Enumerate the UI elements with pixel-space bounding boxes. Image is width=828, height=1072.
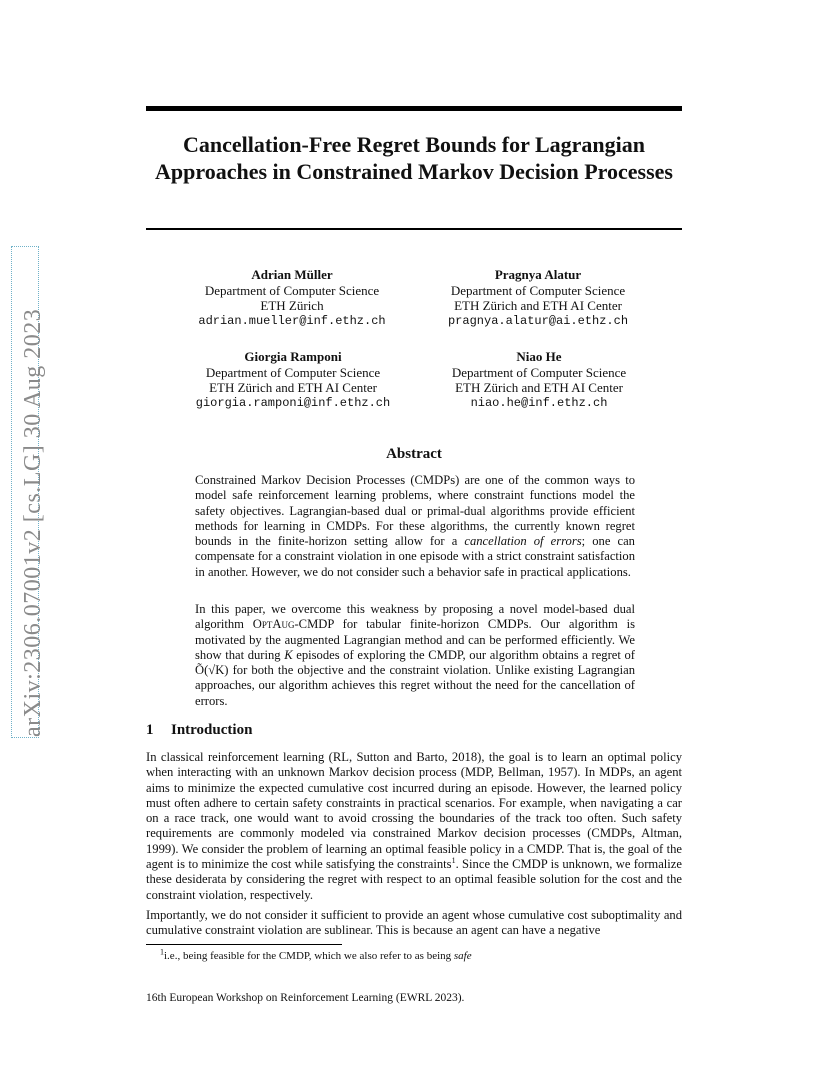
- author-block-1: [172, 267, 412, 329]
- section-heading: [146, 722, 252, 739]
- intro-paragraph-2: [146, 908, 682, 939]
- paper-title: Cancellation-Free Regret Bounds for Lagrangian Approaches in Constrained Markov Decision Processes: [154, 132, 673, 184]
- author-email: pragnya.alatur@ai.ethz.ch: [447, 313, 629, 328]
- author-block-4: [419, 349, 659, 411]
- body-text: Importantly, we do not consider it sufficient to provide an agent whose cumulative cost suboptimality and cumulative constraint violation are sublinear. This is because an agent can have a negative: [146, 908, 682, 938]
- abstract-text: episodes of exploring the CMDP, our algorithm obtains a regret of: [292, 647, 635, 662]
- author-email: giorgia.ramponi@inf.ethz.ch: [195, 395, 391, 410]
- abstract-paragraph-2: [195, 602, 635, 709]
- author-inst: ETH Zürich: [260, 298, 324, 313]
- footnote: [160, 947, 680, 962]
- author-name: Adrian Müller: [251, 267, 333, 282]
- author-name: Giorgia Ramponi: [244, 349, 342, 364]
- abstract-text: -CMDP for tabular finite-horizon CMDPs. Our algorithm is motivated by the augmented Lagrangian method and can be performed efficiently. We show that during: [195, 617, 635, 662]
- footnote-text: i.e., being feasible for the CMDP, which we also refer to as being: [164, 950, 454, 962]
- author-dept: Department of Computer Science: [204, 282, 380, 298]
- author-dept: Department of Computer Science: [451, 364, 627, 380]
- abstract-paragraph-1: [195, 473, 635, 580]
- abstract-text: ; one can compensate for a constraint violation in one episode with a strict constraint satisfaction in another. However, we do not consider such a behavior safe in practical applications.: [195, 534, 635, 579]
- author-email: adrian.mueller@inf.ethz.ch: [198, 313, 386, 328]
- author-name: Pragnya Alatur: [494, 267, 582, 282]
- author-name: Niao He: [516, 349, 562, 364]
- author-inst: ETH Zürich and ETH AI Center: [455, 380, 623, 395]
- section-title: Introduction: [171, 722, 253, 738]
- math-regret: Õ(√K): [195, 663, 229, 678]
- abstract-text: In this paper, we overcome this weakness by proposing a novel model-based dual algorithm: [195, 602, 635, 632]
- algorithm-name: OptAug: [252, 617, 295, 632]
- math-k: K: [284, 647, 293, 662]
- author-email: niao.he@inf.ethz.ch: [470, 395, 608, 410]
- author-dept: Department of Computer Science: [205, 364, 381, 380]
- intro-paragraph-1: [146, 750, 682, 903]
- author-dept: Department of Computer Science: [450, 282, 626, 298]
- footnote-mark: 1: [160, 947, 164, 957]
- abstract-text: for both the objective and the constraint violation. Unlike existing Lagrangian approaches, our algorithm achieves this regret without the need for the cancellation of errors.: [195, 663, 635, 708]
- section-number: 1: [146, 722, 154, 738]
- title-top-rule: [146, 106, 682, 111]
- author-block-3: [173, 349, 413, 411]
- author-block-2: [418, 267, 658, 329]
- author-inst: ETH Zürich and ETH AI Center: [454, 298, 622, 313]
- title-bottom-rule: [146, 228, 682, 230]
- abstract-emphasis: cancellation of errors: [464, 534, 582, 549]
- author-inst: ETH Zürich and ETH AI Center: [209, 380, 377, 395]
- abstract-heading: Abstract: [386, 446, 442, 462]
- footnote-emphasis: safe: [453, 950, 472, 962]
- body-text: . Since the CMDP is unknown, we formalize these desiderata by considering the regret with respect to an optimal feasible solution for the cost and the constraint violation, respectively.: [146, 857, 682, 902]
- page-footer: 16th European Workshop on Reinforcement Learning (EWRL 2023).: [146, 992, 465, 1004]
- abstract-text: Constrained Markov Decision Processes (CMDPs) are one of the common ways to model safe reinforcement learning problems, where constraint functions model the safety objectives. Lagrangian-based dual or primal-dual algorithms provide efficient methods for learning in CMDPs. For these algorithms, the currently known regret bounds in the finite-horizon setting allow for a: [195, 473, 635, 549]
- footnote-ref[interactable]: 1: [451, 855, 456, 865]
- arxiv-sidebar: [0, 0, 46, 737]
- body-text: In classical reinforcement learning (RL, Sutton and Barto, 2018), the goal is to learn an optimal policy when interacting with an unknown Markov decision process (MDP, Bellman, 1957). In MDPs, an agent aims to minimize the expected cumulative cost incurred during an episode. However, the learned policy must often adhere to certain safety constraints in practical scenarios. For example, when navigating a car on a race track, one would want to avoid crossing the boundaries of the track too often. Such safety requirements are commonly modeled via constrained Markov decision processes (CMDPs, Altman, 1999). We consider the problem of learning an optimal feasible policy in a CMDP. That is, the goal of the agent is to minimize the cost while satisfying the constraints: [146, 750, 682, 872]
- arxiv-id: arXiv:2306.07001v2 [cs.LG] 30 Aug 2023: [20, 308, 46, 737]
- footnote-rule: [146, 944, 342, 945]
